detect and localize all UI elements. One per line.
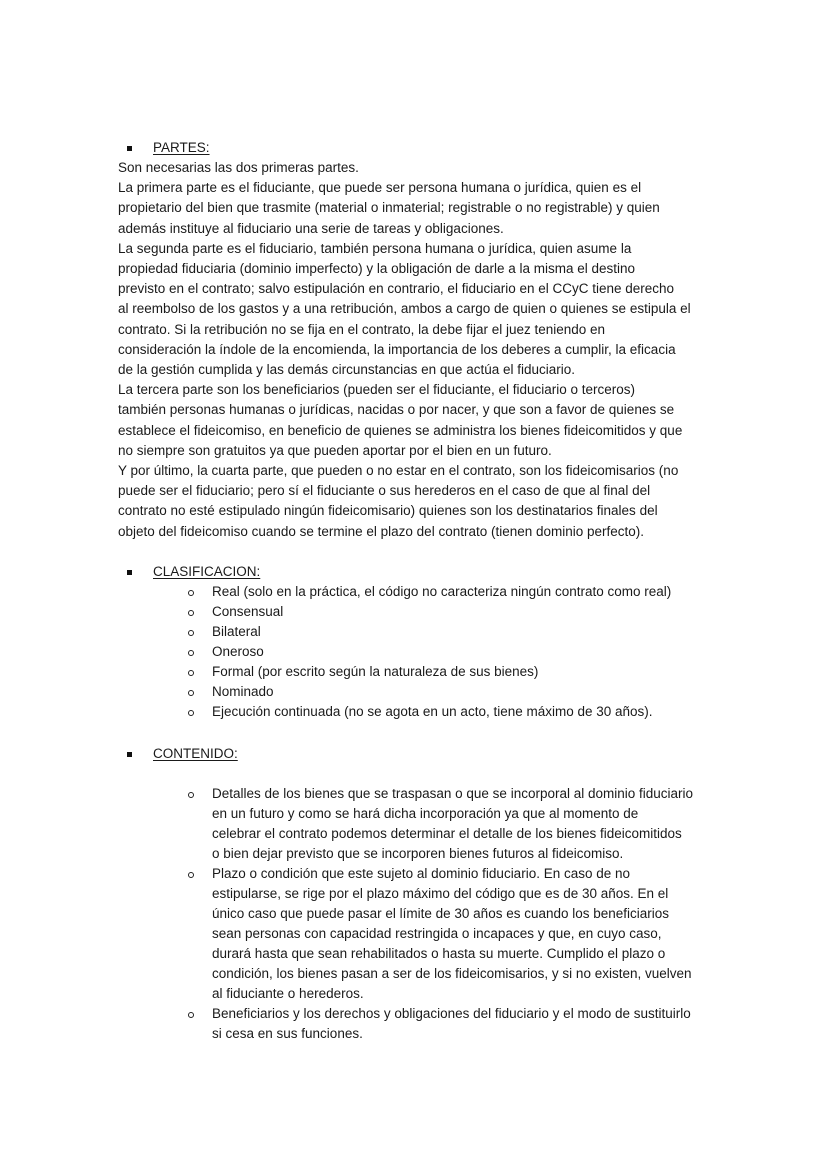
partes-line: no siempre son gratuitos ya que pueden aportar por el bien en un futuro. [118, 442, 552, 458]
list-item-text: Real (solo en la práctica, el código no caracteriza ningún contrato como real) [212, 584, 672, 599]
contenido-heading: CONTENIDO: [153, 746, 238, 761]
list-item-line: al fiduciante o herederos. [212, 986, 364, 1001]
list-item [0, 642, 828, 662]
list-item-line: o bien dejar previsto que se incorporen bienes futuros al fideicomiso. [212, 846, 624, 861]
list-item-line: si cesa en sus funciones. [212, 1026, 363, 1041]
partes-line: consideración la índole de la encomienda, la importancia de los deberes a cumplir, la eficacia [118, 341, 676, 357]
partes-line: contrato. Si la retribución no se fija en el contrato, la debe fijar el juez teniendo en [118, 321, 606, 337]
list-item-line: durará hasta que sean rehabilitados o hasta su muerte. Cumplido el plazo o [212, 946, 666, 961]
square-bullet-icon [127, 752, 132, 757]
partes-line: previsto en el contrato; salvo estipulación en contrario, el fiduciario en el CCyC tiene derecho [118, 281, 675, 297]
partes-heading: PARTES: [153, 140, 210, 155]
list-item [0, 702, 828, 722]
contenido-heading-row [0, 744, 828, 764]
list-item [0, 1004, 828, 1044]
circle-bullet-icon [188, 630, 194, 636]
list-item-line: Detalles de los bienes que se traspasan o que se incorporal al dominio fiduciario [212, 786, 694, 801]
circle-bullet-icon [188, 690, 194, 696]
list-item [0, 582, 828, 602]
partes-line: de la gestión cumplida y las demás circunstancias en que actúa el fiduciario. [118, 362, 576, 378]
circle-bullet-icon [188, 590, 194, 596]
section-contenido [0, 744, 828, 1041]
partes-line: puede ser el fiduciario; pero sí el fiduciante o sus herederos en el caso de que al final del [118, 483, 651, 499]
list-item-line: Beneficiarios y los derechos y obligaciones del fiduciario y el modo de sustituirlo [212, 1006, 691, 1021]
partes-line: además instituye al fiduciario una serie de tareas y obligaciones. [118, 220, 504, 236]
list-item-text: Formal (por escrito según la naturaleza de sus bienes) [212, 664, 539, 679]
list-item [0, 784, 828, 864]
list-item-line: Plazo o condición que este sujeto al dominio fiduciario. En caso de no [212, 866, 631, 881]
square-bullet-icon [127, 570, 132, 575]
section-partes [0, 138, 828, 539]
list-item-line: en un futuro y como se hará dicha incorporación ya que al momento de [212, 806, 639, 821]
list-item-text: Nominado [212, 684, 274, 699]
circle-bullet-icon [188, 710, 194, 716]
partes-line: La primera parte es el fiduciante, que puede ser persona humana o jurídica, quien es el [118, 180, 642, 196]
circle-bullet-icon [188, 650, 194, 656]
partes-body [118, 158, 691, 542]
list-item-line: celebrar el contrato podemos determinar el detalle de los bienes fideicomitidos [212, 826, 682, 841]
list-item-line: único caso que puede pasar el límite de 30 años es cuando los beneficiarios [212, 906, 670, 921]
clasificacion-heading-row [0, 562, 828, 582]
list-item [0, 682, 828, 702]
list-item [0, 602, 828, 622]
list-item-text: Consensual [212, 604, 284, 619]
circle-bullet-icon [188, 670, 194, 676]
partes-line: contrato no esté estipulado ningún fideicomisario) quienes son los destinatarios finales del [118, 503, 658, 519]
list-item [0, 622, 828, 642]
list-item-text: Ejecución continuada (no se agota en un acto, tiene máximo de 30 años). [212, 704, 653, 719]
circle-bullet-icon [188, 792, 194, 798]
contenido-list [0, 784, 828, 1044]
partes-line: establece el fideicomiso, en beneficio de quienes se administra los bienes fideicomitidos y que [118, 422, 683, 438]
partes-line: La tercera parte son los beneficiarios (pueden ser el fiduciante, el fiduciario o terceros) [118, 382, 636, 398]
list-item-text: Bilateral [212, 624, 261, 639]
partes-heading-row [0, 138, 828, 158]
square-bullet-icon [127, 146, 132, 151]
list-item-text: Oneroso [212, 644, 264, 659]
partes-line: propiedad fiduciaria (dominio imperfecto) y la obligación de darle a la misma el destino [118, 261, 636, 277]
list-item [0, 662, 828, 682]
circle-bullet-icon [188, 610, 194, 616]
partes-line: también personas humanas o jurídicas, nacidas o por nacer, y que son a favor de quienes se [118, 402, 675, 418]
partes-line: objeto del fideicomiso cuando se termine el plazo del contrato (tienen dominio perfecto). [118, 523, 645, 539]
section-clasificacion [0, 562, 828, 719]
circle-bullet-icon [188, 1012, 194, 1018]
clasificacion-heading: CLASIFICACION: [153, 564, 261, 579]
list-item-line: sean personas con capacidad restringida o incapaces y que, en cuyo caso, [212, 926, 662, 941]
list-item-line: estipularse, se rige por el plazo máximo del código que es de 30 años. En el [212, 886, 669, 901]
partes-line: Son necesarias las dos primeras partes. [118, 160, 359, 175]
partes-line: Y por último, la cuarta parte, que pueden o no estar en el contrato, son los fideicomisarios (no [118, 463, 679, 479]
clasificacion-list [0, 582, 828, 722]
circle-bullet-icon [188, 872, 194, 878]
list-item [0, 864, 828, 1004]
list-item-line: condición, los bienes pasan a ser de los fideicomisarios, y si no existen, vuelven [212, 966, 692, 981]
partes-line: al reembolso de los gastos y a una retribución, ambos a cargo de quien o quienes se estipula el [118, 301, 691, 317]
partes-line: propietario del bien que trasmite (material o inmaterial; registrable o no registrable) y quien [118, 200, 660, 216]
partes-line: La segunda parte es el fiduciario, también persona humana o jurídica, quien asume la [118, 240, 632, 256]
